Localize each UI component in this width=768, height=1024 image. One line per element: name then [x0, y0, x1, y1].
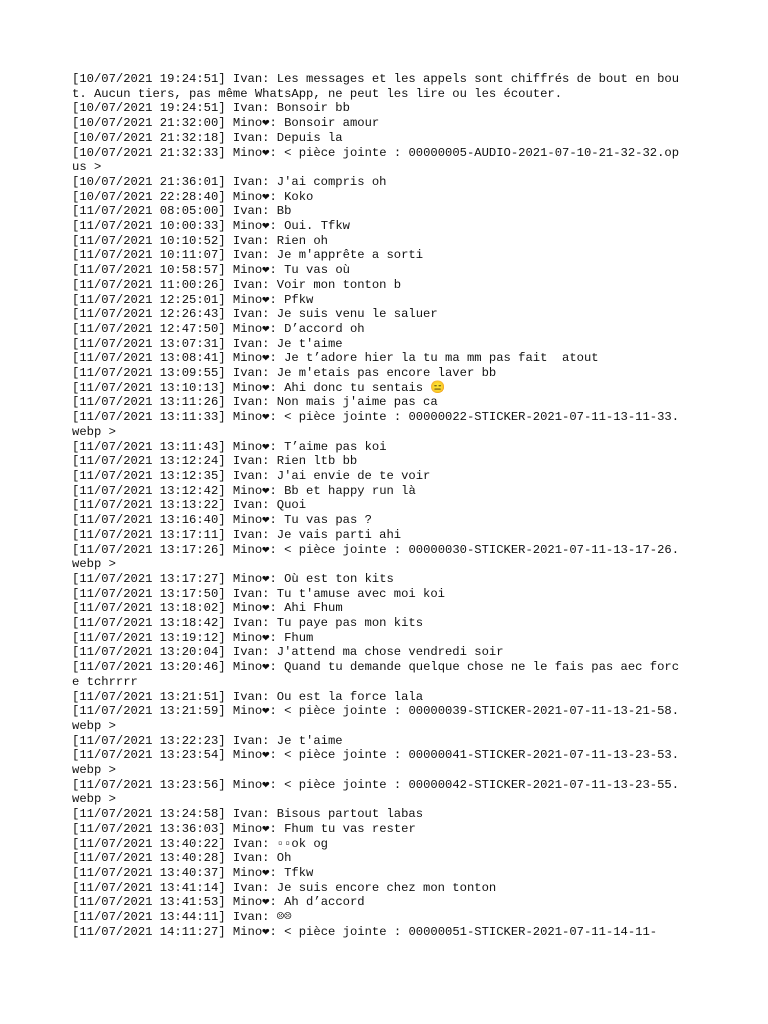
chat-message-line: [11/07/2021 13:10:13] Mino❤: Ahi donc tu sentais 😑: [72, 380, 446, 395]
chat-message-line: [11/07/2021 13:17:11] Ivan: Je vais parti ahi: [72, 527, 402, 542]
chat-message-line: [11/07/2021 13:18:42] Ivan: Tu paye pas mon kits: [72, 616, 424, 631]
chat-message-line: [11/07/2021 13:44:11] Ivan: ☹☹: [72, 910, 292, 925]
chat-message-line: [11/07/2021 13:08:41] Mino❤: Je t’adore hier la tu ma mm pas fait atout: [72, 351, 599, 366]
chat-message-line: [11/07/2021 13:11:26] Ivan: Non mais j'aime pas ca: [72, 395, 438, 410]
chat-message-line: [11/07/2021 11:00:26] Ivan: Voir mon tonton b: [72, 277, 402, 292]
chat-message-line: [11/07/2021 10:10:52] Ivan: Rien oh: [72, 233, 328, 248]
chat-message-line: [10/07/2021 21:36:01] Ivan: J'ai compris oh: [72, 174, 387, 189]
chat-message-line: [11/07/2021 13:16:40] Mino❤: Tu vas pas ?: [72, 513, 372, 528]
chat-message-line: [11/07/2021 08:05:00] Ivan: Bb: [72, 204, 292, 219]
chat-message-line: [11/07/2021 13:20:46] Mino❤: Quand tu demande quelque chose ne le fais pas aec force tchrrrr: [72, 660, 680, 689]
chat-message-line: [11/07/2021 13:22:23] Ivan: Je t'aime: [72, 733, 343, 748]
chat-message-line: [11/07/2021 13:12:35] Ivan: J'ai envie de te voir: [72, 468, 431, 483]
chat-message-line: [11/07/2021 13:17:27] Mino❤: Où est ton kits: [72, 571, 394, 586]
chat-message-line: [11/07/2021 13:12:24] Ivan: Rien ltb bb: [72, 454, 358, 469]
chat-message-line: [11/07/2021 13:13:22] Ivan: Quoi: [72, 498, 307, 513]
chat-message-line: [11/07/2021 13:21:59] Mino❤: < pièce jointe : 00000039-STICKER-2021-07-11-13-21-58.webp >: [72, 704, 680, 733]
chat-message-line: [11/07/2021 13:24:58] Ivan: Bisous partout labas: [72, 807, 424, 822]
chat-message-line: [11/07/2021 13:17:26] Mino❤: < pièce jointe : 00000030-STICKER-2021-07-11-13-17-26.webp >: [72, 542, 680, 572]
chat-message-line: [11/07/2021 13:41:14] Ivan: Je suis encore chez mon tonton: [72, 880, 497, 895]
chat-message-line: [10/07/2021 19:24:51] Ivan: Bonsoir bb: [72, 101, 350, 116]
chat-message-line: [11/07/2021 13:07:31] Ivan: Je t'aime: [72, 336, 343, 351]
chat-message-line: [10/07/2021 21:32:33] Mino❤: < pièce jointe : 00000005-AUDIO-2021-07-10-21-32-32.opus >: [72, 145, 680, 175]
chat-message-line: [11/07/2021 12:26:43] Ivan: Je suis venu le saluer: [72, 307, 438, 322]
chat-message-line: [11/07/2021 13:23:56] Mino❤: < pièce jointe : 00000042-STICKER-2021-07-11-13-23-55.webp >: [72, 777, 680, 807]
chat-message-line: [11/07/2021 13:21:51] Ivan: Ou est la force lala: [72, 689, 424, 704]
chat-message-line: [11/07/2021 13:11:33] Mino❤: < pièce jointe : 00000022-STICKER-2021-07-11-13-11-33.webp >: [72, 410, 680, 439]
chat-message-line: [11/07/2021 13:12:42] Mino❤: Bb et happy run là: [72, 483, 416, 498]
chat-message-line: [10/07/2021 21:32:18] Ivan: Depuis la: [72, 130, 343, 145]
chat-message-line: [11/07/2021 12:25:01] Mino❤: Pfkw: [72, 292, 314, 307]
chat-message-line: [11/07/2021 13:40:28] Ivan: Oh: [72, 851, 292, 866]
chat-message-line: [10/07/2021 19:24:51] Ivan: Les messages et les appels sont chiffrés de bout en bout. Aucun tiers, pas même WhatsApp, ne peut les lire ou les écouter.: [72, 72, 680, 101]
chat-message-line: [11/07/2021 13:41:53] Mino❤: Ah d’accord: [72, 895, 365, 910]
chat-message-line: [11/07/2021 14:11:27] Mino❤: < pièce jointe : 00000051-STICKER-2021-07-11-14-11-: [72, 924, 658, 939]
chat-message-line: [11/07/2021 13:18:02] Mino❤: Ahi Fhum: [72, 601, 343, 616]
chat-message-line: [11/07/2021 13:09:55] Ivan: Je m'etais pas encore laver bb: [72, 366, 497, 381]
chat-message-line: [11/07/2021 13:20:04] Ivan: J'attend ma chose vendredi soir: [72, 645, 504, 660]
chat-transcript-page: [72, 72, 682, 939]
chat-message-line: [10/07/2021 22:28:40] Mino❤: Koko: [72, 189, 314, 204]
chat-message-line: [11/07/2021 13:17:50] Ivan: Tu t'amuse avec moi koi: [72, 586, 445, 601]
chat-message-line: [11/07/2021 13:40:37] Mino❤: Tfkw: [72, 865, 314, 880]
chat-message-line: [11/07/2021 10:58:57] Mino❤: Tu vas où: [72, 263, 350, 278]
chat-message-line: [11/07/2021 10:00:33] Mino❤: Oui. Tfkw: [72, 219, 350, 234]
chat-message-line: [10/07/2021 21:32:00] Mino❤: Bonsoir amour: [72, 116, 380, 131]
chat-message-line: [11/07/2021 13:40:22] Ivan: ▫▫ok og: [72, 836, 328, 851]
chat-message-line: [11/07/2021 13:11:43] Mino❤: T’aime pas koi: [72, 439, 387, 454]
chat-message-line: [11/07/2021 10:11:07] Ivan: Je m'apprête a sorti: [72, 248, 424, 263]
chat-message-line: [11/07/2021 12:47:50] Mino❤: D’accord oh: [72, 321, 365, 336]
chat-message-line: [11/07/2021 13:36:03] Mino❤: Fhum tu vas rester: [72, 821, 416, 836]
chat-message-line: [11/07/2021 13:23:54] Mino❤: < pièce jointe : 00000041-STICKER-2021-07-11-13-23-53.webp >: [72, 748, 680, 778]
chat-message-line: [11/07/2021 13:19:12] Mino❤: Fhum: [72, 630, 314, 645]
